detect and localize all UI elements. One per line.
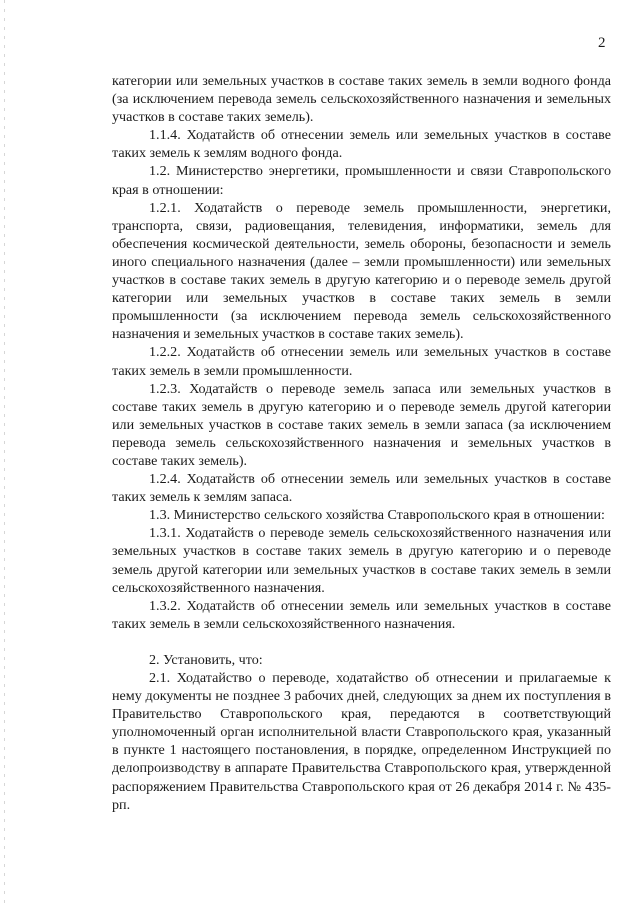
- paragraph-1-3-2: 1.3.2. Ходатайств об отнесении земель или земельных участков в составе таких земель в земли сельскохозяйственного назначения.: [112, 597, 611, 632]
- paragraph-1-2-2: 1.2.2. Ходатайств об отнесении земель или земельных участков в составе таких земель в земли промышленности.: [112, 344, 611, 379]
- paragraph-continuation: категории или земельных участков в составе таких земель в земли водного фонда (за исключением перевода земель сельскохозяйственного назначения и земельных участков в составе таких земель).: [112, 73, 611, 126]
- document-body: [112, 72, 611, 814]
- paragraph-1-2: 1.2. Министерство энергетики, промышленности и связи Ставропольского края в отношении:: [112, 163, 611, 198]
- paragraph-2: 2. Установить, что:: [149, 651, 263, 668]
- paragraph-1-3: 1.3. Министерство сельского хозяйства Ставропольского края в отношении:: [149, 507, 605, 524]
- page-number: 2: [598, 35, 606, 51]
- paragraph-1-2-1: 1.2.1. Ходатайств о переводе земель промышленности, энергетики, транспорта, связи, радиовещания, телевидения, информатики, земель для обеспечения космической деятельности, земель обороны, безопасности и земель иного специального назначения (далее – земли промышленности) или земельных участков в составе таких земель в другую категорию и о переводе земель другой категории или земельных участков в составе таких земель в земли промышленности (за исключением перевода земель сельскохозяйственного назначения и земельных участков в составе таких земель).: [112, 199, 611, 343]
- paragraph-2-1: 2.1. Ходатайство о переводе, ходатайство об отнесении и прилагаемые к нему документы не позднее 3 рабочих дней, следующих за днем их поступления в Правительство Ставропольского края, передаются в соответствующий уполномоченный орган исполнительной власти Ставропольского края, указанный в пункте 1 настоящего постановления, в порядке, определенном Инструкцией по делопроизводству в аппарате Правительства Ставропольского края, утвержденной распоряжением Правительства Ставропольского края от 26 декабря 2014 г. № 435-рп.: [112, 670, 611, 813]
- paragraph-1-1-4: 1.1.4. Ходатайств об отнесении земель или земельных участков в составе таких земель к землям водного фонда.: [112, 127, 611, 162]
- paragraph-1-3-1: 1.3.1. Ходатайств о переводе земель сельскохозяйственного назначения или земельных участков в составе таких земель в другую категорию и о переводе земель другой категории или земельных участков в составе таких земель в земли сельскохозяйственного назначения.: [112, 525, 611, 596]
- paragraph-1-2-3: 1.2.3. Ходатайств о переводе земель запаса или земельных участков в составе таких земель в другую категорию и о переводе земель другой категории или земельных участков в составе таких земель в земли запаса (за исключением перевода земель сельскохозяйственного назначения и земельных участков в составе таких земель).: [112, 380, 611, 469]
- paragraph-1-2-4: 1.2.4. Ходатайств об отнесении земель или земельных участков в составе таких земель к землям запаса.: [112, 471, 611, 506]
- scan-edge-marks: [4, 0, 5, 905]
